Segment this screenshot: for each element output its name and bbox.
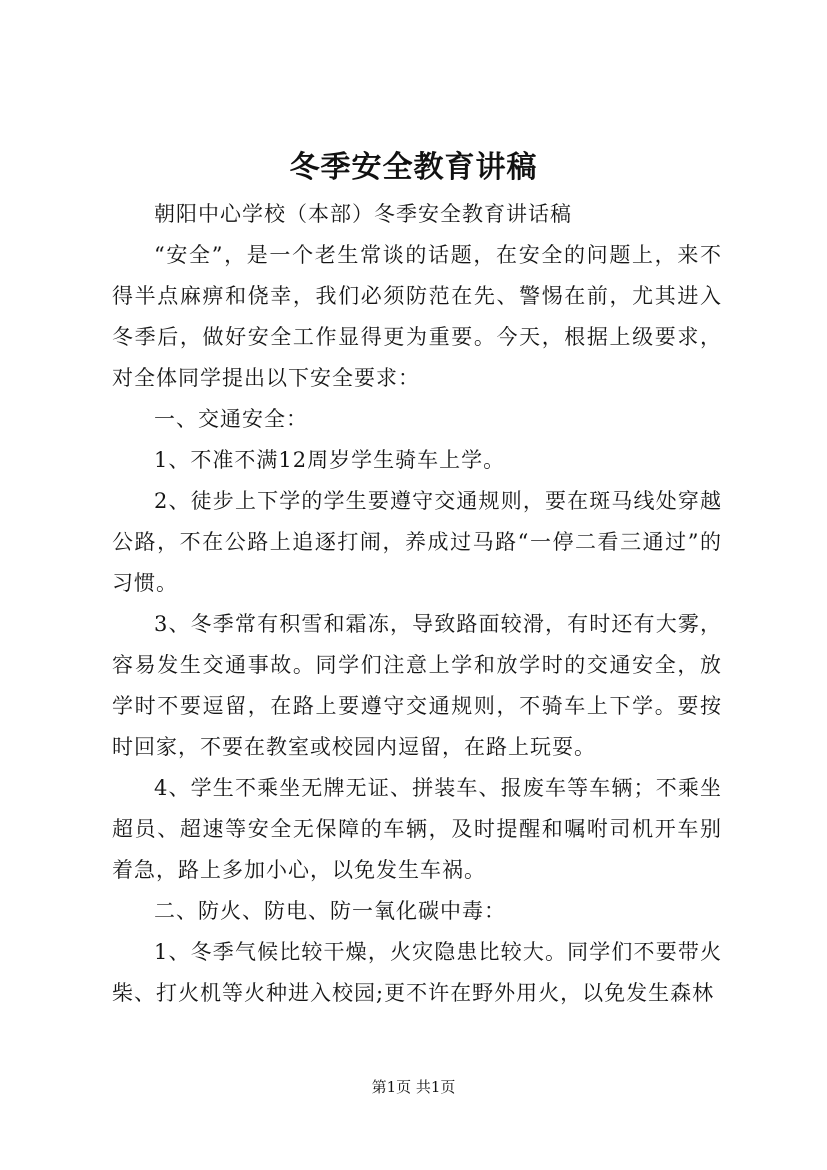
- paragraph-traffic-3: 3、冬季常有积雪和霜冻，导致路面较滑，有时还有大雾，容易发生交通事故。同学们注意上学和放学时的交通安全，放学时不要逗留，在路上要遵守交通规则，不骑车上下学。要按时回家，不要在教室或校园内逗留，在路上玩耍。: [112, 612, 722, 759]
- paragraph-traffic-4: 4、学生不乘坐无牌无证、拼装车、报废车等车辆；不乘坐超员、超速等安全无保障的车辆，及时提醒和嘱咐司机开车别着急，路上多加小心，以免发生车祸。: [112, 776, 722, 882]
- paragraph-traffic-2: 2、徒步上下学的学生要遵守交通规则，要在斑马线处穿越公路，不在公路上追逐打闹，养成过马路“一停二看三通过”的习惯。: [112, 489, 722, 595]
- page-footer: 第1页 共1页: [371, 1078, 456, 1096]
- document-body: [112, 194, 722, 1014]
- paragraph-traffic-1: 1、不准不满12周岁学生骑车上学。: [154, 448, 506, 472]
- paragraph-subtitle: 朝阳中心学校（本部）冬季安全教育讲话稿: [154, 202, 572, 226]
- paragraph-intro: “安全”，是一个老生常谈的话题，在安全的问题上，来不得半点麻痹和侥幸，我们必须防范在先、警惕在前，尤其进入冬季后，做好安全工作显得更为重要。今天，根据上级要求，对全体同学提出以下安全要求：: [112, 243, 722, 390]
- section-heading-traffic: 一、交通安全：: [154, 407, 308, 431]
- section-heading-fire: 二、防火、防电、防一氧化碳中毒：: [154, 899, 506, 923]
- document-title: 冬季安全教育讲稿: [289, 150, 538, 185]
- paragraph-fire-1: 1、冬季气候比较干燥，火灾隐患比较大。同学们不要带火柴、打火机等火种进入校园;更不许在野外用火，以免发生森林: [112, 940, 722, 1005]
